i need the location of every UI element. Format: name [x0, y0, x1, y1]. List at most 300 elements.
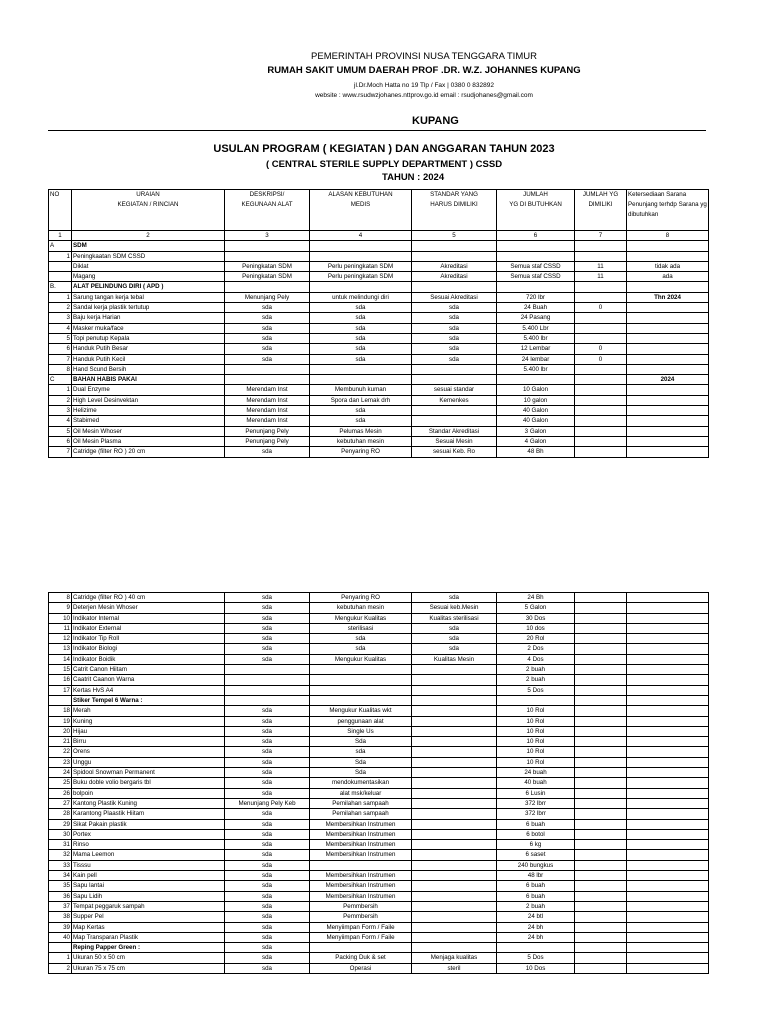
table-row	[49, 829, 709, 839]
row-deskripsi: Merendam Inst	[225, 416, 310, 426]
row-dimiliki	[575, 922, 627, 932]
row-jumlah: 24 Pasang	[497, 313, 575, 323]
row-no: 11	[49, 623, 72, 633]
row-no: 15	[49, 665, 72, 675]
row-alasan	[310, 364, 412, 374]
header-rule	[48, 130, 706, 131]
row-jumlah: 4 Galon	[497, 436, 575, 446]
row-no: 1	[49, 953, 72, 963]
row-no: 27	[49, 798, 72, 808]
row-jumlah	[497, 282, 575, 292]
row-ketersediaan	[627, 364, 709, 374]
row-uraian: Oil Mesin Whoser	[72, 426, 225, 436]
row-uraian: Merah	[72, 706, 225, 716]
row-uraian: Masker muka/face	[72, 323, 225, 333]
table-row	[49, 593, 709, 603]
row-deskripsi: sda	[225, 303, 310, 313]
row-deskripsi: sda	[225, 850, 310, 860]
row-alasan: sda	[310, 644, 412, 654]
row-no: 33	[49, 860, 72, 870]
row-dimiliki	[575, 953, 627, 963]
row-deskripsi: Penunjang Pely	[225, 426, 310, 436]
row-uraian: Orens	[72, 747, 225, 757]
row-ketersediaan	[627, 963, 709, 973]
table-row	[49, 406, 709, 416]
row-ketersediaan	[627, 737, 709, 747]
row-no: 1	[49, 292, 72, 302]
table-row	[49, 901, 709, 911]
row-jumlah: 48 Bh	[497, 447, 575, 457]
row-dimiliki	[575, 747, 627, 757]
row-dimiliki	[575, 726, 627, 736]
row-uraian: Unggu	[72, 757, 225, 767]
row-standar: sda	[412, 333, 497, 343]
row-deskripsi: sda	[225, 603, 310, 613]
row-ketersediaan	[627, 943, 709, 953]
row-no: 22	[49, 747, 72, 757]
row-uraian: Supper Pel	[72, 912, 225, 922]
row-deskripsi: sda	[225, 634, 310, 644]
row-jumlah: 10 Rol	[497, 726, 575, 736]
row-alasan: Penyaring RO	[310, 593, 412, 603]
row-standar	[412, 675, 497, 685]
table-row	[49, 344, 709, 354]
row-standar	[412, 788, 497, 798]
row-uraian: Sikat Pakain plastik	[72, 819, 225, 829]
row-uraian: Diklat	[72, 261, 225, 271]
row-jumlah	[497, 241, 575, 251]
row-standar	[412, 737, 497, 747]
row-uraian: Sarung tangan kerja tebal	[72, 292, 225, 302]
table-row	[49, 809, 709, 819]
table-row	[49, 603, 709, 613]
row-ketersediaan	[627, 313, 709, 323]
row-standar	[412, 778, 497, 788]
row-jumlah: 6 buah	[497, 891, 575, 901]
row-alasan: Operasi	[310, 963, 412, 973]
row-alasan: Spora dan Lemak drh	[310, 395, 412, 405]
col-num: 1	[49, 231, 72, 241]
table-row	[49, 303, 709, 313]
row-alasan: untuk melindungi diri	[310, 292, 412, 302]
table-row	[49, 706, 709, 716]
row-dimiliki	[575, 850, 627, 860]
row-standar	[412, 716, 497, 726]
row-alasan	[310, 375, 412, 385]
row-dimiliki	[575, 871, 627, 881]
row-no	[49, 943, 72, 953]
row-ketersediaan	[627, 881, 709, 891]
row-dimiliki	[575, 963, 627, 973]
row-uraian: Baju kerja Harian	[72, 313, 225, 323]
row-alasan: alat msk/keluar	[310, 788, 412, 798]
row-ketersediaan	[627, 768, 709, 778]
row-deskripsi: Menunjang Pely	[225, 292, 310, 302]
row-dimiliki	[575, 665, 627, 675]
col-num: 6	[497, 231, 575, 241]
row-no: 17	[49, 685, 72, 695]
row-jumlah: 240 bungkus	[497, 860, 575, 870]
row-ketersediaan	[627, 323, 709, 333]
row-standar: sda	[412, 623, 497, 633]
table-row	[49, 953, 709, 963]
row-standar	[412, 706, 497, 716]
row-standar	[412, 416, 497, 426]
row-jumlah: 10 Galon	[497, 385, 575, 395]
table-row	[49, 891, 709, 901]
row-no: 25	[49, 778, 72, 788]
row-dimiliki	[575, 241, 627, 251]
row-alasan: sterilisasi	[310, 623, 412, 633]
row-uraian: BAHAN HABIS PAKAI	[72, 375, 225, 385]
row-ketersediaan	[627, 695, 709, 705]
row-uraian: Dual Enzyme	[72, 385, 225, 395]
table-row	[49, 333, 709, 343]
col-deskripsi: DESKRIPSI/ KEGUNAAN ALAT	[225, 190, 310, 231]
row-dimiliki	[575, 943, 627, 953]
row-alasan: Mengukur Kualitas	[310, 613, 412, 623]
row-standar	[412, 819, 497, 829]
row-dimiliki	[575, 364, 627, 374]
row-dimiliki: 11	[575, 261, 627, 271]
row-dimiliki	[575, 809, 627, 819]
row-no: 10	[49, 613, 72, 623]
row-deskripsi: Merendam Inst	[225, 385, 310, 395]
row-ketersediaan	[627, 395, 709, 405]
row-ketersediaan: tidak ada	[627, 261, 709, 271]
row-alasan: Membersihkan Instrumen	[310, 881, 412, 891]
row-alasan: mendokumentasikan	[310, 778, 412, 788]
row-no: 23	[49, 757, 72, 767]
table-row	[49, 819, 709, 829]
budget-table-part-1	[48, 189, 709, 458]
row-jumlah: 48 lbr	[497, 871, 575, 881]
row-no: 37	[49, 901, 72, 911]
row-dimiliki	[575, 603, 627, 613]
row-standar	[412, 809, 497, 819]
row-no: 4	[49, 416, 72, 426]
table-row	[49, 716, 709, 726]
row-alasan	[310, 860, 412, 870]
row-uraian: Catrit Canon Hiitam	[72, 665, 225, 675]
row-dimiliki	[575, 819, 627, 829]
row-uraian: Stabimed	[72, 416, 225, 426]
row-alasan: Packing Duk & set	[310, 953, 412, 963]
row-uraian: Tempat peggaruk sampah	[72, 901, 225, 911]
row-ketersediaan	[627, 788, 709, 798]
row-no: 3	[49, 313, 72, 323]
table-row	[49, 436, 709, 446]
row-deskripsi: sda	[225, 644, 310, 654]
row-standar	[412, 726, 497, 736]
row-deskripsi: Peningkatan SDM	[225, 272, 310, 282]
table-row	[49, 747, 709, 757]
row-standar	[412, 364, 497, 374]
table-row	[49, 881, 709, 891]
row-jumlah: 5 Galon	[497, 603, 575, 613]
row-dimiliki: 0	[575, 303, 627, 313]
row-no: 38	[49, 912, 72, 922]
col-alasan: ALASAN KEBUTUHAN MEDIS	[310, 190, 412, 231]
table-row	[49, 644, 709, 654]
row-dimiliki	[575, 654, 627, 664]
row-no: 39	[49, 922, 72, 932]
row-ketersediaan	[627, 912, 709, 922]
row-uraian: Kuning	[72, 716, 225, 726]
row-dimiliki	[575, 333, 627, 343]
row-no: 9	[49, 603, 72, 613]
row-uraian: Ukuran 50 x 50 cm	[72, 953, 225, 963]
row-no: 2	[49, 303, 72, 313]
row-deskripsi: sda	[225, 768, 310, 778]
row-ketersediaan	[627, 426, 709, 436]
row-uraian: Stiker Tempel 6 Warna :	[72, 695, 225, 705]
row-jumlah: 2 buah	[497, 675, 575, 685]
row-dimiliki	[575, 860, 627, 870]
row-jumlah: 10 Dos	[497, 963, 575, 973]
row-standar: sesuai standar	[412, 385, 497, 395]
row-jumlah: 372 lbrr	[497, 798, 575, 808]
row-alasan: Menyiimpan Form / Faile	[310, 922, 412, 932]
row-no: 5	[49, 333, 72, 343]
row-ketersediaan	[627, 809, 709, 819]
row-no	[49, 272, 72, 282]
row-deskripsi: Merendam Inst	[225, 395, 310, 405]
table-row	[49, 654, 709, 664]
row-deskripsi: sda	[225, 313, 310, 323]
row-no: C	[49, 375, 72, 385]
row-alasan: Mengukur Kualitas	[310, 654, 412, 664]
row-alasan: Pelumas Mesin	[310, 426, 412, 436]
table-row	[49, 323, 709, 333]
row-standar: Sesuai Akreditasi	[412, 292, 497, 302]
row-dimiliki	[575, 447, 627, 457]
table-row	[49, 737, 709, 747]
row-uraian: ALAT PELINDUNG DIRI ( APD )	[72, 282, 225, 292]
row-uraian: Catridge (filter RO ) 20 cm	[72, 447, 225, 457]
row-deskripsi: sda	[225, 943, 310, 953]
row-jumlah	[497, 375, 575, 385]
row-no: 34	[49, 871, 72, 881]
row-no: 28	[49, 809, 72, 819]
row-no	[49, 261, 72, 271]
table-row	[49, 871, 709, 881]
row-standar: Sesuai keb.Mesin	[412, 603, 497, 613]
row-jumlah: 6 botol	[497, 829, 575, 839]
row-dimiliki	[575, 313, 627, 323]
table-row	[49, 788, 709, 798]
row-dimiliki	[575, 436, 627, 446]
row-deskripsi: Merendam Inst	[225, 406, 310, 416]
row-no: 31	[49, 840, 72, 850]
row-alasan: sda	[310, 354, 412, 364]
row-jumlah: 10 Rol	[497, 747, 575, 757]
row-alasan	[310, 695, 412, 705]
row-jumlah: 30 Dos	[497, 613, 575, 623]
row-ketersediaan: 2024	[627, 375, 709, 385]
row-dimiliki	[575, 375, 627, 385]
row-deskripsi	[225, 675, 310, 685]
table-row	[49, 850, 709, 860]
row-standar: sda	[412, 354, 497, 364]
row-jumlah: Semua staf CSSD	[497, 272, 575, 282]
row-jumlah: 10 dos	[497, 623, 575, 633]
row-dimiliki	[575, 695, 627, 705]
row-standar: Akreditasi	[412, 272, 497, 282]
row-standar	[412, 282, 497, 292]
row-alasan: sda	[310, 416, 412, 426]
row-ketersediaan	[627, 447, 709, 457]
row-dimiliki	[575, 757, 627, 767]
row-uraian: Kantong Plastik Kuning	[72, 798, 225, 808]
row-ketersediaan	[627, 871, 709, 881]
row-deskripsi: sda	[225, 860, 310, 870]
row-no: A	[49, 241, 72, 251]
col-num: 2	[72, 231, 225, 241]
row-uraian: Karantong Plaastik Hiitam	[72, 809, 225, 819]
row-uraian: Mama Leemon	[72, 850, 225, 860]
row-standar	[412, 798, 497, 808]
row-no: 7	[49, 354, 72, 364]
row-jumlah: 24 bh	[497, 932, 575, 942]
row-dimiliki	[575, 426, 627, 436]
row-ketersediaan	[627, 829, 709, 839]
row-deskripsi: Penunjang Pely	[225, 436, 310, 446]
table-row	[49, 313, 709, 323]
row-standar	[412, 665, 497, 675]
table-row	[49, 726, 709, 736]
col-no: NO	[49, 190, 72, 231]
row-alasan	[310, 251, 412, 261]
org-line-1: PEMERINTAH PROVINSI NUSA TENGGARA TIMUR	[311, 51, 537, 62]
table-row	[49, 251, 709, 261]
row-jumlah	[497, 251, 575, 261]
row-uraian: Indikator Internal	[72, 613, 225, 623]
row-standar	[412, 860, 497, 870]
col-num: 5	[412, 231, 497, 241]
row-dimiliki	[575, 901, 627, 911]
row-deskripsi: sda	[225, 953, 310, 963]
row-uraian: Hand Scund Bersih	[72, 364, 225, 374]
row-deskripsi: sda	[225, 963, 310, 973]
row-jumlah: 20 Rol	[497, 634, 575, 644]
row-dimiliki: 11	[575, 272, 627, 282]
row-uraian: Magang	[72, 272, 225, 282]
row-deskripsi: sda	[225, 706, 310, 716]
row-uraian: Indikator Biologi	[72, 644, 225, 654]
row-alasan	[310, 282, 412, 292]
table-row	[49, 623, 709, 633]
row-uraian: High Level Desinvektan	[72, 395, 225, 405]
row-standar	[412, 829, 497, 839]
row-no: 2	[49, 963, 72, 973]
row-deskripsi: Peningkatan SDM	[225, 261, 310, 271]
row-jumlah: 10 Rol	[497, 716, 575, 726]
row-jumlah: 40 Galon	[497, 406, 575, 416]
row-standar	[412, 747, 497, 757]
row-alasan: Pemmbersih	[310, 901, 412, 911]
row-alasan: Membersihkan Instrumen	[310, 871, 412, 881]
row-no: 32	[49, 850, 72, 860]
col-uraian: URAIAN KEGIATAN / RINCIAN	[72, 190, 225, 231]
table-row	[49, 963, 709, 973]
row-ketersediaan	[627, 354, 709, 364]
row-standar: Menjaga kualitas	[412, 953, 497, 963]
table-row	[49, 685, 709, 695]
row-alasan: Penyaring RO	[310, 447, 412, 457]
table-row	[49, 675, 709, 685]
row-alasan: Membersihkan Instrumen	[310, 819, 412, 829]
row-no: 26	[49, 788, 72, 798]
row-ketersediaan	[627, 798, 709, 808]
row-uraian: SDM	[72, 241, 225, 251]
row-alasan	[310, 943, 412, 953]
row-jumlah: 2 buah	[497, 665, 575, 675]
row-deskripsi: sda	[225, 737, 310, 747]
row-no: 36	[49, 891, 72, 901]
row-jumlah	[497, 695, 575, 705]
doc-year: TAHUN : 2024	[382, 172, 445, 183]
row-jumlah: 720 lbr	[497, 292, 575, 302]
row-standar: sda	[412, 644, 497, 654]
row-dimiliki	[575, 685, 627, 695]
row-dimiliki	[575, 912, 627, 922]
row-dimiliki: 0	[575, 344, 627, 354]
row-alasan: Membunuh kuman	[310, 385, 412, 395]
row-jumlah: 24 Bh	[497, 593, 575, 603]
row-standar: sda	[412, 344, 497, 354]
row-jumlah: 24 btl	[497, 912, 575, 922]
website-line: website : www.rsudwzjohanes.nttprov.go.id email : rsudjohanes@gmail.com	[315, 92, 533, 99]
row-standar	[412, 901, 497, 911]
row-dimiliki	[575, 706, 627, 716]
row-uraian: Catridge (filter RO ) 40 cm	[72, 593, 225, 603]
row-alasan: sda	[310, 344, 412, 354]
row-no: 12	[49, 634, 72, 644]
row-deskripsi: sda	[225, 323, 310, 333]
row-alasan: sda	[310, 634, 412, 644]
row-deskripsi: sda	[225, 654, 310, 664]
row-jumlah: 10 galon	[497, 395, 575, 405]
row-deskripsi: sda	[225, 809, 310, 819]
row-ketersediaan	[627, 891, 709, 901]
row-deskripsi: sda	[225, 447, 310, 457]
row-uraian: Ukuran 75 x 75 cm	[72, 963, 225, 973]
row-dimiliki	[575, 788, 627, 798]
row-uraian: Map Transparan Plastik	[72, 932, 225, 942]
table-row	[49, 416, 709, 426]
row-jumlah: 5.400 lbr	[497, 333, 575, 343]
row-standar	[412, 840, 497, 850]
row-ketersediaan	[627, 901, 709, 911]
row-standar	[412, 768, 497, 778]
row-uraian: Indikator External	[72, 623, 225, 633]
row-jumlah: 10 Rol	[497, 757, 575, 767]
row-uraian: Kertas HvS A4	[72, 685, 225, 695]
row-uraian: Spidool Snowman Permanent	[72, 768, 225, 778]
row-ketersediaan	[627, 819, 709, 829]
row-dimiliki	[575, 292, 627, 302]
row-jumlah: 24 buah	[497, 768, 575, 778]
row-standar	[412, 943, 497, 953]
row-no: 21	[49, 737, 72, 747]
row-no: 1	[49, 385, 72, 395]
row-no: 14	[49, 654, 72, 664]
row-ketersediaan	[627, 634, 709, 644]
row-alasan	[310, 665, 412, 675]
row-ketersediaan	[627, 778, 709, 788]
row-standar	[412, 757, 497, 767]
